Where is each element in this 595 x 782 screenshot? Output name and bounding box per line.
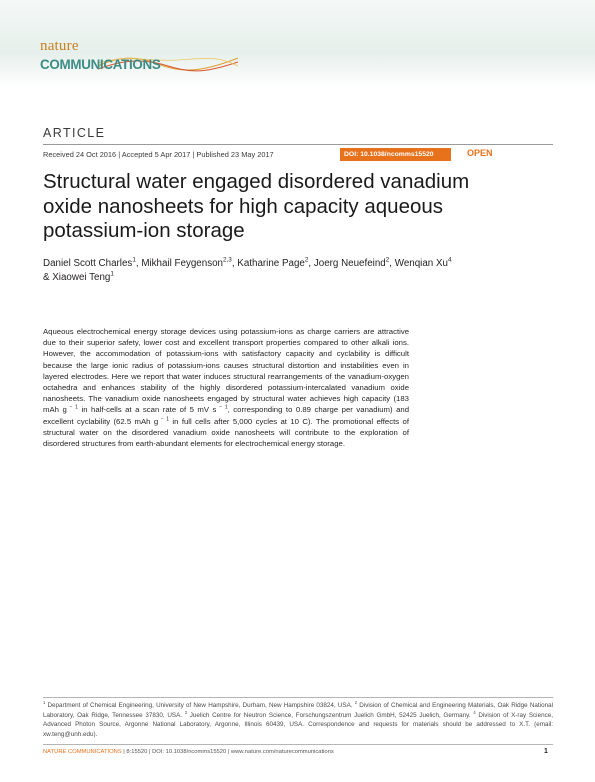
- author-name[interactable]: Joerg Neuefeind: [313, 258, 386, 269]
- author-name[interactable]: & Xiaowei Teng: [43, 271, 111, 283]
- author-affiliation-ref: 2: [304, 256, 309, 264]
- accepted-date: Accepted 5 Apr 2017: [121, 150, 191, 159]
- page-number: 1: [544, 748, 548, 755]
- logo-nature-text: nature: [40, 38, 79, 54]
- article-type-label: ARTICLE: [43, 126, 106, 140]
- author-affiliation-ref: 2,3: [223, 256, 232, 264]
- open-access-badge: OPEN: [467, 148, 493, 158]
- publication-dates: Received 24 Oct 2016 | Accepted 5 Apr 2017 | Published 23 May 2017: [43, 150, 274, 159]
- footer-divider: [43, 744, 553, 745]
- abstract: Aqueous electrochemical energy storage devices using potassium-ions as charge carriers are attractive due to their superior safety, lower cost and excellent transport properties compared to other alkali ions. However, the accommodation of potassium-ions with satisfactory capacity and cyclability is difficult because the large ionic radius of potassium-ions causes structural distortion and instabilities even in layered electrodes. Here we report that water induces structural rearrangements of the vanadium-oxygen octahedra and enhances stability of the highly disordered potassium-intercalated vanadium oxide nanosheets. The vanadium oxide nanosheets engaged by structural water achieves high capacity (183 mAh g $^{- 1}$ in half-cells at a scan rate of 5 mV s $^{- 1}$, corresponding to 0.89 charge per vanadium) and excellent cyclability (62.5 mAh g $^{- 1}$ in full cells after 5,000 cycles at 10 C). The promotional effects of structural water on the disordered vanadium oxide nanosheets will contribute to the exploration of disordered structures from earth-abundant elements for electrochemical energy storage.: [43, 327, 410, 449]
- author-name[interactable]: Wenqian Xu: [394, 258, 448, 269]
- author-name[interactable]: Katharine Page: [237, 258, 305, 269]
- author-affiliation-ref: 2: [385, 256, 390, 264]
- author-list: Daniel Scott Charles$^1$, Mikhail Feygenson$^{2,3}$, Katharine Page$^2$, Joerg Neuefeind$^2$, Wenqian Xu$^4$ & Xiaowei Teng$^1$: [43, 256, 452, 283]
- affiliations-divider: [43, 697, 553, 698]
- footer-citation[interactable]: | 8:15520 | DOI: 10.1038/ncomms15520 | www.nature.com/naturecommunications: [121, 749, 334, 755]
- affiliations: $^1$ Department of Chemical Engineering, University of New Hampshire, Durham, New Hampshire 03824, USA. $^2$ Division of Chemical and Engineering Materials, Oak Ridge National Laboratory, Oak Ridge, Tennessee 37830, USA. $^3$ Juelich Centre for Neutron Science, Forschungszentrum Juelich GmbH, 52425 Juelich, Germany. $^4$ Division of X-ray Science, Advanced Photon Source, Argonne National Laboratory, Argonne, Illinois 60439, USA. Correspondence and requests for materials should be addressed to X.T. (email: xw.teng@unh.edu).: [43, 699, 553, 738]
- author-name[interactable]: Daniel Scott Charles: [43, 258, 133, 269]
- page-footer: [43, 749, 334, 755]
- received-date: Received 24 Oct 2016: [43, 150, 117, 159]
- footer-journal-name: NATURE COMMUNICATIONS: [43, 749, 122, 755]
- meta-divider: [43, 144, 553, 145]
- published-date: Published 23 May 2017: [196, 150, 274, 159]
- author-name[interactable]: Mikhail Feygenson: [141, 258, 223, 269]
- author-affiliation-ref: 1: [110, 270, 114, 278]
- journal-header-band: [0, 0, 595, 88]
- logo-communications-text: COMMUNICATIONS: [40, 57, 161, 72]
- doi-link[interactable]: DOI: 10.1038/ncomms15520: [340, 148, 451, 161]
- article-title: Structural water engaged disordered vanadium oxide nanosheets for high capacity aqueous potassium-ion storage: [43, 170, 470, 242]
- author-affiliation-ref: 1: [132, 256, 136, 264]
- author-affiliation-ref: 4: [447, 256, 452, 264]
